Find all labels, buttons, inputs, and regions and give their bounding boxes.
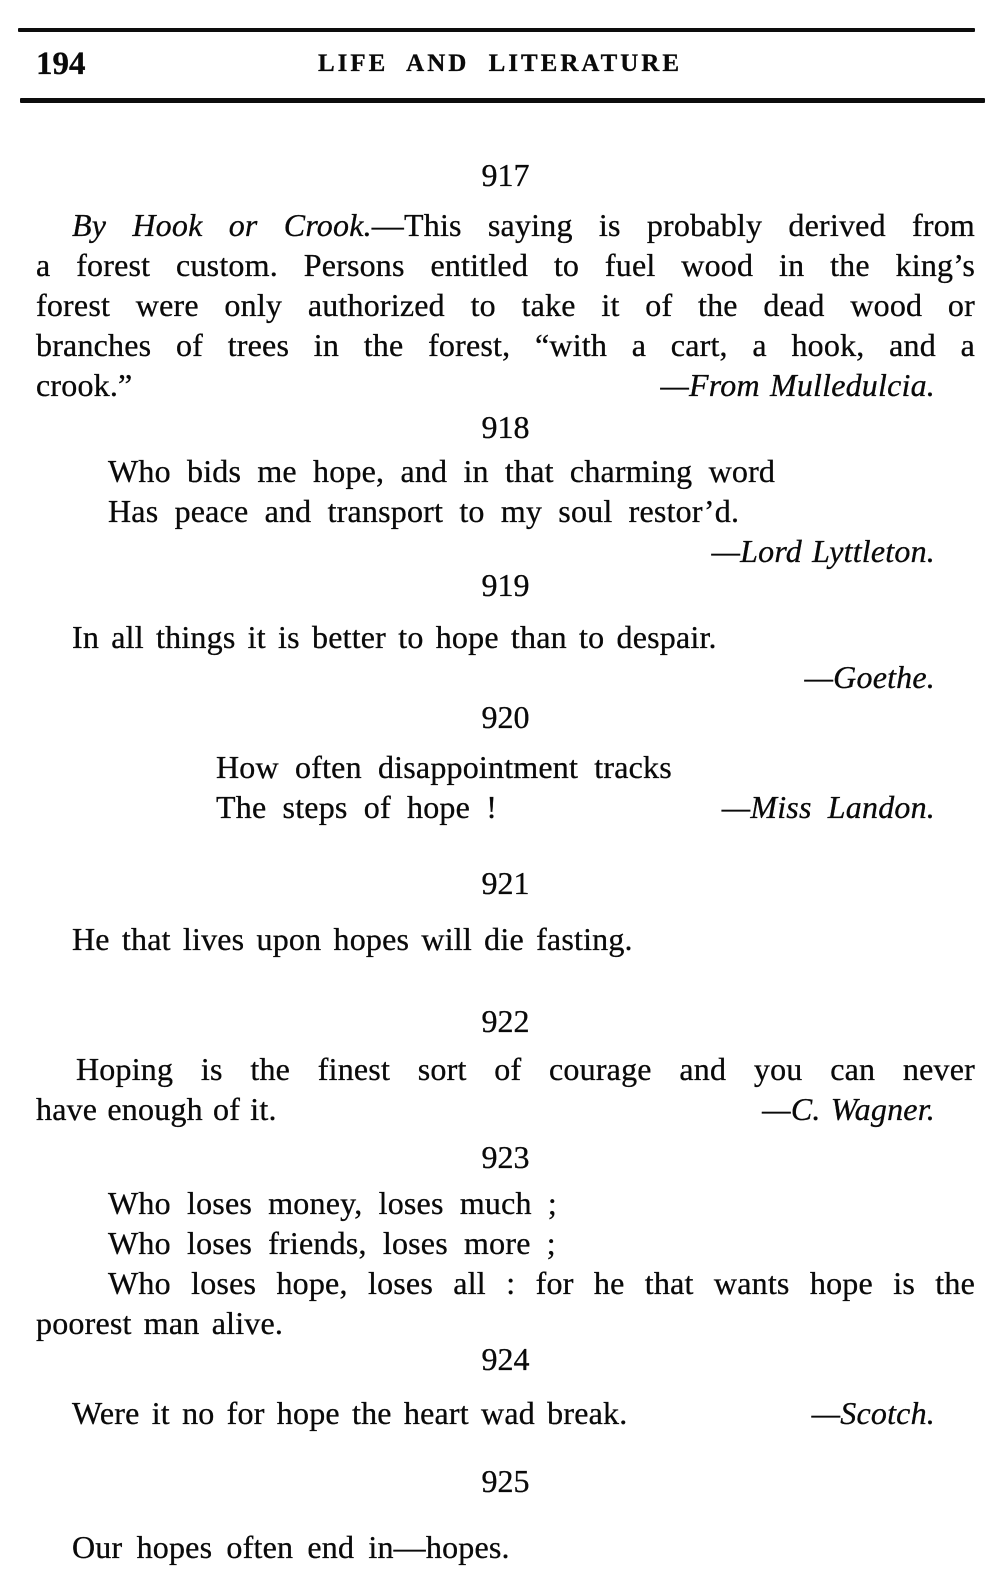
entry-921-line-1: He that lives upon hopes will die fasting.	[72, 921, 633, 957]
entry-917-line-5	[36, 365, 975, 405]
entry-917	[36, 155, 975, 405]
entry-917-line-3: forest were only authorized to take it of the dead wood or	[36, 287, 975, 323]
page-number: 194	[36, 46, 86, 82]
entry-923-line-4: poorest man alive.	[36, 1305, 284, 1341]
entry-919	[36, 565, 975, 697]
entry-917-lead-rest: —This saying is probably derived from	[371, 207, 975, 243]
entry-917-line-4: branches of trees in the forest, “with a cart, a hook, and a	[36, 327, 975, 363]
entry-923	[36, 1137, 975, 1343]
entry-917-line-1	[36, 205, 975, 245]
entry-923-line-3: Who loses hope, loses all : for he that wants hope is the	[108, 1265, 975, 1301]
entry-917-line-2: a forest custom. Persons entitled to fuel wood in the king’s	[36, 247, 975, 283]
entry-920-number: 920	[481, 699, 530, 735]
entry-919-number: 919	[481, 567, 530, 603]
entry-920-line-2-text: The steps of hope !	[216, 789, 498, 825]
header-rule	[20, 98, 985, 103]
entry-923-number: 923	[481, 1139, 530, 1175]
entry-921-number: 921	[481, 865, 530, 901]
entry-922-line-2-text: have enough of it.	[36, 1091, 277, 1127]
entry-919-body	[36, 617, 975, 697]
entry-922-attribution: —C. Wagner.	[762, 1091, 935, 1127]
entry-920-line-2	[36, 787, 975, 827]
entry-917-number: 917	[481, 157, 530, 193]
entry-925	[36, 1461, 975, 1567]
entry-918	[36, 407, 975, 571]
entry-920-attribution: —Miss Landon.	[721, 789, 935, 825]
entry-920-verse	[36, 747, 975, 827]
entry-922-number: 922	[481, 1003, 530, 1039]
entry-924-line-1	[36, 1393, 975, 1433]
entry-924-body	[36, 1393, 975, 1433]
entry-919-attribution: —Goethe.	[804, 659, 935, 695]
entry-923-line-2: Who loses friends, loses more ;	[108, 1225, 556, 1261]
entry-925-body	[36, 1527, 975, 1567]
entry-923-line-1: Who loses money, loses much ;	[108, 1185, 558, 1221]
entry-917-lead-italic: By Hook or Crook.	[72, 207, 372, 243]
entry-922-line-2	[36, 1089, 975, 1129]
text-column	[0, 155, 1000, 1567]
entry-923-body	[36, 1183, 975, 1343]
entry-920	[36, 697, 975, 827]
entry-922	[36, 1001, 975, 1129]
entry-920-line-1: How often disappointment tracks	[216, 749, 672, 785]
entry-918-number: 918	[481, 409, 530, 445]
entry-918-line-2: Has peace and transport to my soul restor’d.	[108, 493, 740, 529]
entry-918-attribution: —Lord Lyttleton.	[711, 533, 935, 569]
entry-917-attribution: —From Mulledulcia.	[660, 367, 935, 403]
entry-924-line-1-text: Were it no for hope the heart wad break.	[72, 1395, 628, 1431]
entry-917-line-5-text: crook.”	[36, 367, 133, 403]
entry-918-verse	[36, 451, 975, 571]
entry-921	[36, 863, 975, 959]
entry-924-attribution: —Scotch.	[811, 1395, 935, 1431]
page-header	[0, 46, 1000, 82]
top-rule	[18, 28, 975, 32]
entry-919-line-1: In all things it is better to hope than to despair.	[72, 619, 717, 655]
entry-925-line-1: Our hopes often end in—hopes.	[72, 1529, 510, 1565]
entry-917-paragraph	[36, 205, 975, 405]
entry-924	[36, 1339, 975, 1433]
entry-924-number: 924	[481, 1341, 530, 1377]
entry-922-paragraph	[36, 1049, 975, 1129]
running-title: LIFE AND LITERATURE	[317, 50, 683, 77]
entry-921-body	[36, 919, 975, 959]
entry-918-line-1: Who bids me hope, and in that charming word	[108, 453, 776, 489]
entry-925-number: 925	[481, 1463, 530, 1499]
entry-922-line-1: Hoping is the finest sort of courage and you can never	[76, 1051, 975, 1087]
